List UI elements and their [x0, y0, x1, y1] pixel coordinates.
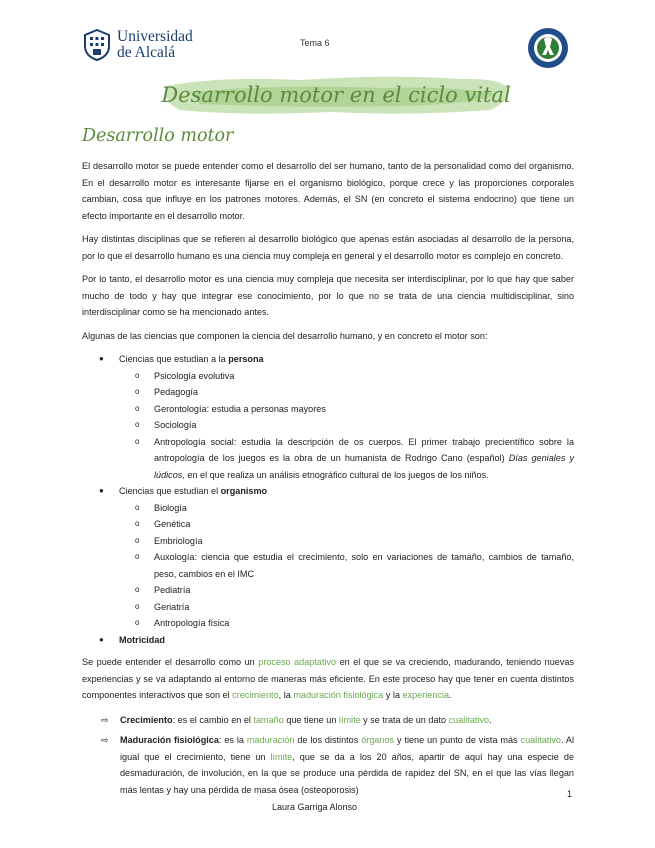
term-bold: Crecimiento: [120, 714, 173, 725]
sublist-item: [119, 615, 574, 632]
university-crest-icon: [82, 28, 112, 62]
text-span: , que se da a los 20 años, apartir de aquí hay una especie de desmaduración, de involución, en la que se produce una pérdida de rapidez del SN, en el que las vías llegan más lentas y hay una pérdida de masa ósea (osteoporosis): [120, 751, 574, 795]
sublist-item: [119, 417, 574, 434]
sublist-item: [119, 384, 574, 401]
text-span: de los distintos: [294, 735, 362, 745]
circle-bullet-icon: o: [135, 535, 140, 545]
text-span: que tiene un: [283, 714, 339, 725]
sublist-item: [119, 434, 574, 484]
highlight-term: crecimiento: [232, 690, 279, 700]
list-item-motricidad: [82, 632, 574, 649]
text-span: .: [489, 714, 492, 725]
text-span: en el que se va creciendo, madurando, teniendo nuevas experiencias y se va adaptando al entorno de maneras más eficiente. En este proceso hay que tener en cuenta distintos componentes interactivos que son el: [82, 657, 574, 700]
circle-bullet-icon: o: [135, 618, 140, 627]
text-span: : es la: [218, 735, 247, 745]
sublist-text: Pediatría: [154, 585, 191, 595]
sublist-item: [119, 582, 574, 599]
university-name-line1: Universidad: [117, 28, 193, 45]
section-title: Desarrollo motor: [82, 126, 234, 146]
list-label: Ciencias que estudian el: [119, 486, 221, 496]
highlight-term: cualitativo: [448, 714, 490, 725]
list-label: Ciencias que estudian a la: [119, 354, 229, 364]
sublist-text: Biología: [154, 502, 187, 513]
components-list: [82, 712, 574, 799]
list-label-bold: persona: [228, 354, 264, 364]
term-bold: Maduración fisiológica: [120, 735, 219, 745]
faculty-seal-icon: [527, 27, 569, 69]
title-banner: [160, 72, 512, 118]
component-crecimiento: [82, 712, 574, 729]
sublist-item: [119, 401, 574, 418]
university-name: [117, 29, 193, 61]
banner-title: Desarrollo motor en el ciclo vital: [161, 83, 511, 107]
list-label-bold: organismo: [220, 486, 268, 496]
highlight-term: órganos: [361, 735, 395, 745]
bullet-icon: ●: [99, 634, 104, 644]
highlight-term: proceso adaptativo: [258, 657, 337, 667]
sublist-text: Antropología social: estudia la descripción de os cuerpos. El primer trabajo precientífico sobre la antropología de los juegos es la obra de un humanista de Rodrigo Cano (español): [154, 436, 574, 463]
sublist-item: [119, 549, 574, 582]
paragraph-3: Por lo tanto, el desarrollo motor es una ciencia muy compleja que necesita ser interdisciplinar, por lo que hay que saber mucho de todo y hay que integrar ese conocimiento, por lo que no se trata de una ciencia multidisciplinar, sino interdisciplinar como se ha mencionado antes.: [82, 274, 574, 317]
highlight-term: maduración: [246, 735, 295, 745]
paragraph-2: Hay distintas disciplinas que se refieren al desarrollo biológico que apenas están asociadas al desarrollo de la persona, por lo que el desarrollo humano es una ciencia muy compleja en general y el desarrollo motor es complejo en concreto.: [82, 234, 574, 261]
sublist-text: Geriatría: [154, 601, 190, 612]
text-span: .: [449, 690, 452, 700]
sublist-text: Psicología evolutiva: [154, 370, 235, 381]
highlight-term: tamaño: [253, 714, 284, 725]
circle-bullet-icon: o: [135, 387, 140, 396]
sublist-text: Genética: [154, 519, 191, 529]
text-span: y la: [383, 690, 403, 700]
circle-bullet-icon: o: [135, 502, 140, 512]
sublist-text: Gerontología: estudia a personas mayores: [154, 403, 326, 414]
list-label-bold: Motricidad: [119, 634, 165, 645]
book-title: Días geniales y lúdicos: [154, 453, 574, 480]
university-name-line2: de Alcalá: [117, 44, 176, 61]
sublist-item: [119, 516, 574, 533]
arrow-right-icon: ⇨: [101, 735, 109, 745]
sublist-text: Pedagogía: [154, 387, 198, 397]
sublist-item: [119, 500, 574, 517]
sublist-text: , en el que realiza un análisis etnográfico cultural de los juegos de los niños.: [182, 469, 489, 480]
text-span: . Al igual que el crecimiento, tiene un: [120, 735, 574, 762]
list-item-persona: [82, 351, 574, 483]
sublist-text: Antropología física: [154, 618, 230, 628]
header-topic: Tema 6: [300, 38, 330, 48]
sublist-item: [119, 368, 574, 385]
highlight-term: límite: [270, 751, 293, 762]
bullet-icon: ●: [99, 354, 104, 363]
circle-bullet-icon: o: [135, 585, 140, 594]
highlight-term: maduración fisiológica: [293, 690, 384, 700]
list-item-organismo: [82, 483, 574, 632]
text-span: y se trata de un dato: [360, 714, 449, 725]
bullet-icon: ●: [99, 486, 104, 495]
paragraph-4: Algunas de las ciencias que componen la ciencia del desarrollo humano, y en concreto el motor son:: [82, 330, 488, 341]
circle-bullet-icon: o: [135, 420, 140, 429]
circle-bullet-icon: o: [135, 552, 140, 561]
text-span: Se puede entender el desarrollo como un: [82, 657, 259, 667]
sublist-text: Auxología: ciencia que estudia el crecimiento, solo en variaciones de tamaño, cambios de tamaño, peso, cambios en el IMC: [154, 552, 574, 579]
circle-bullet-icon: o: [135, 403, 140, 413]
arrow-right-icon: ⇨: [101, 714, 109, 725]
circle-bullet-icon: o: [135, 436, 140, 446]
sublist-text: Embriología: [154, 535, 203, 546]
highlight-term: experiencia: [402, 690, 450, 700]
sublist-text: Sociología: [154, 420, 197, 430]
sciences-list: [82, 351, 574, 648]
component-maduracion: [82, 732, 574, 798]
highlight-term: cualitativo: [520, 735, 561, 745]
circle-bullet-icon: o: [135, 370, 140, 380]
sublist-item: [119, 533, 574, 550]
page-number: 1: [567, 789, 573, 799]
footer-author: Laura Garriga Alonso: [272, 802, 358, 812]
text-span: , la: [278, 690, 294, 700]
document-body: [82, 158, 574, 799]
paragraph-5: [82, 654, 574, 704]
text-span: : es el cambio en el: [172, 714, 254, 725]
organismo-sublist: [119, 500, 574, 632]
sublist-item: [119, 599, 574, 616]
persona-sublist: [119, 368, 574, 484]
circle-bullet-icon: o: [135, 519, 140, 528]
highlight-term: límite: [338, 714, 361, 725]
university-logo: [82, 28, 197, 64]
text-span: y tiene un punto de vista más: [394, 735, 521, 745]
circle-bullet-icon: o: [135, 601, 140, 611]
paragraph-1: El desarrollo motor se puede entender como el desarrollo del ser humano, tanto de la personalidad como del organismo. En el desarrollo motor es interesante fijarse en el organismo biológico, porque crece y las proporciones corporales cambian, cosa que influye en los patrones motores. Además, el SN (en concreto el sistema endocrino) que tiene un efecto importante en el desarrollo motor.: [82, 161, 574, 221]
